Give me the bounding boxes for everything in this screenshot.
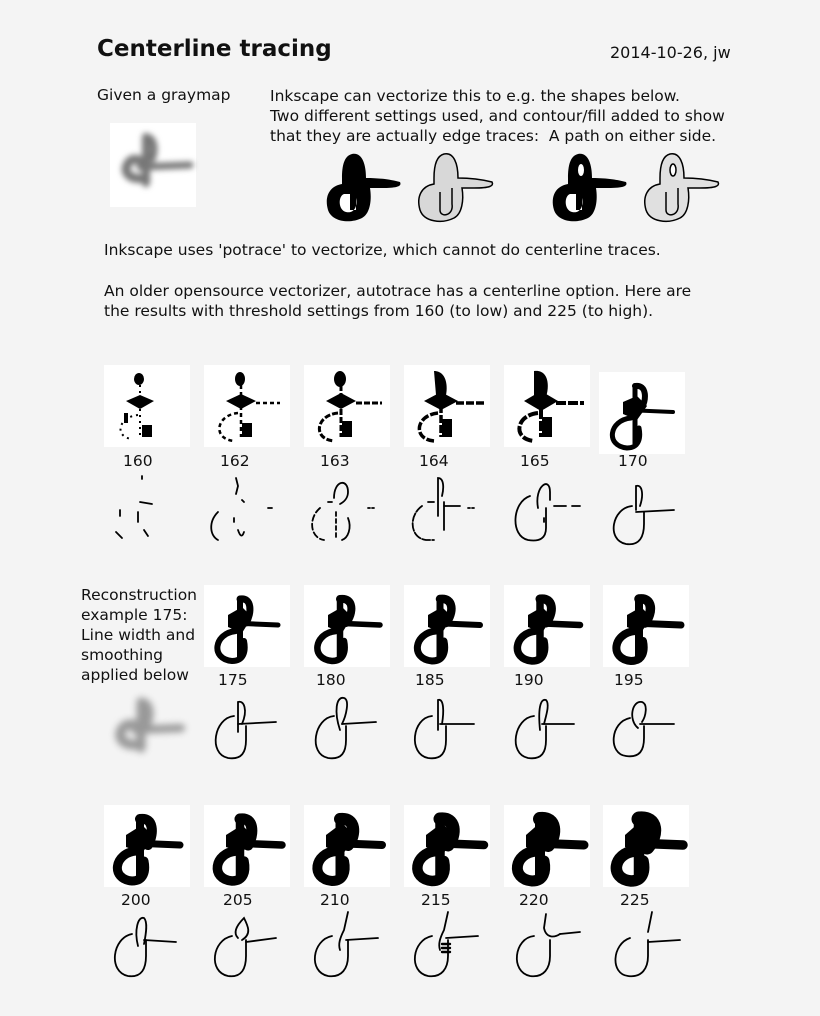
threshold-image [504,585,590,667]
threshold-image [304,365,390,447]
reconstruction-note: Reconstruction example 175: Line width and smoothing applied below [81,586,198,684]
threshold-image [204,365,290,447]
centerline-trace [304,472,384,552]
reconstruction-graymap [105,690,191,766]
centerline-trace [304,910,384,990]
centerline-trace [602,690,682,770]
threshold-label: 164 [419,452,449,470]
centerline-trace [504,472,584,552]
threshold-image [504,805,590,887]
threshold-label: 163 [320,452,350,470]
centerline-trace [504,690,584,770]
threshold-image [104,365,190,447]
threshold-image [603,585,689,667]
intro-left-text: Given a graymap [97,86,231,104]
intro-right-text: Inkscape can vectorize this to e.g. the shapes below. Two different settings used, and contour/fill added to show that they are actually edge traces: A path on either side. [270,87,725,145]
centerline-trace [504,910,584,990]
centerline-trace [304,690,384,770]
threshold-label: 170 [618,452,648,470]
threshold-image [104,805,190,887]
threshold-image [204,805,290,887]
potrace-shapes [322,148,722,230]
potrace-note: Inkscape uses 'potrace' to vectorize, which cannot do centerline traces. [104,241,661,259]
threshold-image [504,365,590,447]
threshold-label: 175 [218,671,248,689]
centerline-trace [204,472,284,552]
threshold-image [404,585,490,667]
threshold-image [404,805,490,887]
centerline-trace [104,472,184,552]
threshold-label: 162 [220,452,250,470]
graymap-image [110,123,196,207]
threshold-label: 220 [519,891,549,909]
centerline-trace [204,690,284,770]
threshold-label: 190 [514,671,544,689]
centerline-trace [404,472,484,552]
threshold-image [404,365,490,447]
autotrace-note: An older opensource vectorizer, autotrace has a centerline option. Here are the results with threshold settings from 160 (to low) and 225 (to high). [104,282,692,320]
threshold-image [603,805,689,887]
threshold-image [599,372,685,454]
threshold-image [304,805,390,887]
centerline-trace [404,690,484,770]
centerline-trace [604,910,684,990]
threshold-image [204,585,290,667]
threshold-label: 165 [520,452,550,470]
threshold-image [304,585,390,667]
threshold-label: 205 [223,891,253,909]
centerline-trace [602,472,682,552]
centerline-trace [104,910,184,990]
centerline-trace [204,910,284,990]
threshold-label: 225 [620,891,650,909]
threshold-label: 210 [320,891,350,909]
threshold-label: 195 [614,671,644,689]
page-title: Centerline tracing [97,36,332,62]
threshold-label: 185 [415,671,445,689]
centerline-trace [404,910,484,990]
threshold-label: 180 [316,671,346,689]
threshold-label: 200 [121,891,151,909]
page-date: 2014-10-26, jw [610,43,731,62]
threshold-label: 215 [421,891,451,909]
threshold-label: 160 [123,452,153,470]
